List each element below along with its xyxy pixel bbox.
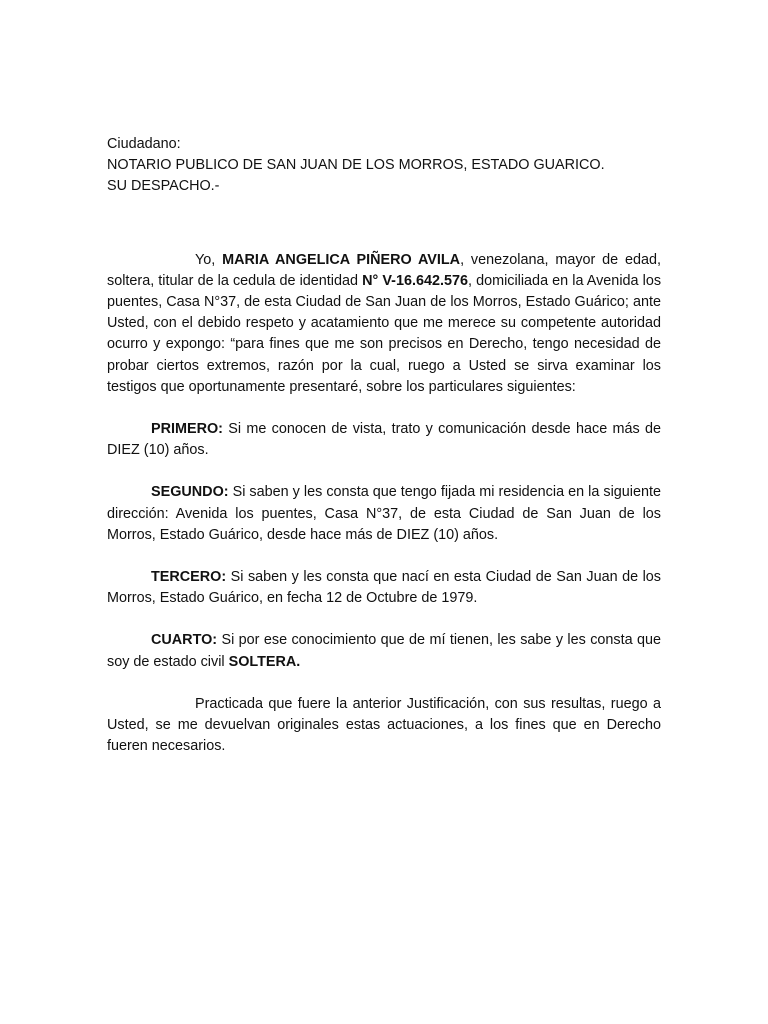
- item-primero: [107, 419, 661, 461]
- intro-text-2: , venezolana, mayor de edad, soltera, titular de la cedula de identidad: [107, 251, 661, 289]
- civil-status: SOLTERA.: [228, 653, 301, 670]
- addressee-salutation: Ciudadano:: [107, 136, 181, 152]
- item-heading: CUARTO:: [151, 632, 218, 649]
- addressee-despacho: SU DESPACHO.-: [107, 178, 220, 195]
- intro-text-1: Yo,: [195, 251, 223, 268]
- item-cuarto: [107, 630, 661, 672]
- addressee-office: NOTARIO PUBLICO DE SAN JUAN DE LOS MORROS, ESTADO GUARICO.: [107, 157, 605, 174]
- item-segundo: [107, 482, 661, 546]
- item-heading: SEGUNDO:: [151, 484, 229, 501]
- item-tercero: [107, 567, 661, 609]
- item-heading: TERCERO:: [151, 569, 227, 586]
- intro-text-3: , domiciliada en la Avenida los puentes, Casa N°37, de esta Ciudad de San Juan de los Morros, Estado Guárico; ante Usted, con el debido respeto y acatamiento que me merece su competente autoridad ocurro y expongo: “para fines que me son precisos en Derecho, tengo necesidad de probar ciertos extremos, razón por la cual, ruego a Usted se sirva examinar los testigos que oportunamente presentaré, sobre los particulares siguientes:: [107, 272, 662, 395]
- closing-paragraph: Practicada que fuere la anterior Justificación, con sus resultas, ruego a Usted, se me devuelvan originales estas actuaciones, a los fines que en Derecho fueren necesarios.: [107, 695, 661, 755]
- applicant-name: MARIA ANGELICA PIÑERO AVILA: [222, 251, 461, 268]
- item-heading: PRIMERO:: [151, 421, 223, 438]
- id-number: N° V-16.642.576: [362, 272, 468, 289]
- addressee-block: [107, 134, 661, 198]
- item-text: Si saben y les consta que nací en esta Ciudad de San Juan de los Morros, Estado Guárico, en fecha 12 de Octubre de 1979.: [107, 569, 661, 607]
- item-text: Si me conocen de vista, trato y comunicación desde hace más de DIEZ (10) años.: [107, 421, 661, 459]
- item-text: Si por ese conocimiento que de mí tienen, les sabe y les consta que soy de estado civil: [107, 632, 661, 670]
- intro-paragraph: [107, 250, 661, 398]
- document-body: [107, 134, 661, 757]
- item-text: Si saben y les consta que tengo fijada mi residencia en la siguiente dirección: Avenida los puentes, Casa N°37, de esta Ciudad de San Juan de los Morros, Estado Guárico, desde hace más de DIEZ (10) años.: [107, 484, 661, 543]
